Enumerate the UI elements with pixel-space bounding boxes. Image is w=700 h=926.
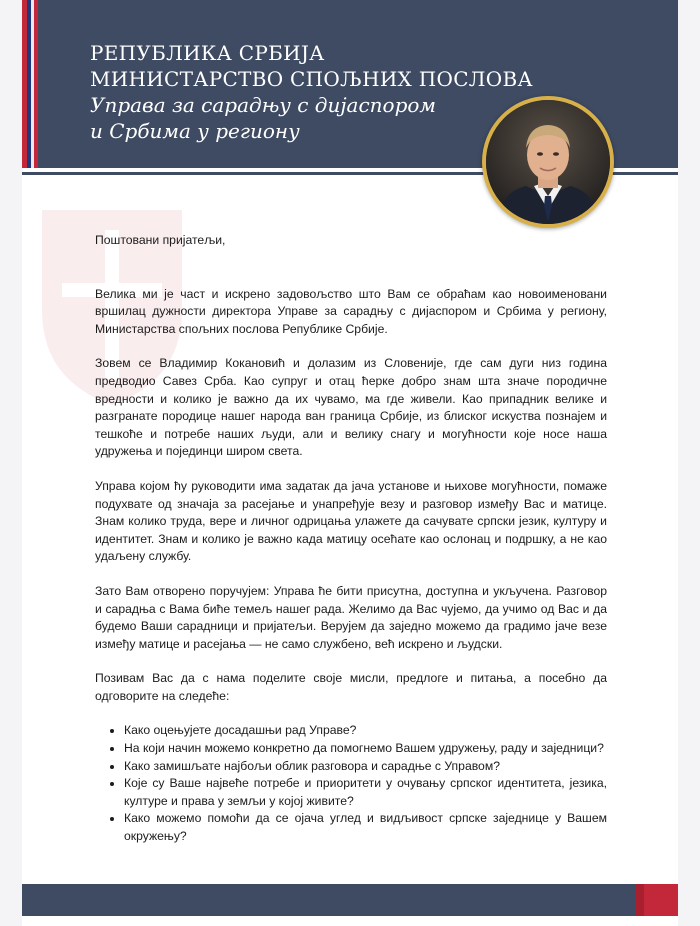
paragraph-biography: Зовем се Владимир Кокановић и долазим из Словеније, где сам дуги низ година предводио Савез Срба. Као супруг и отац ћерке добро знам шта значе породичне вредности и колико је важно да их чувамо, ма где живели. Као припадник велике и разгранате породице нашег народа ван граница Србије, из блиског искуства познајем и тешкоће и потребе наших људи, али и велику снагу и могућности које носе наша удружења и појединци широм света. bbox=[95, 356, 607, 459]
list-item: • Како можемо помоћи да се ојача углед и видљивост српске заједнице у Вашем окружењу? bbox=[124, 810, 607, 845]
flag-stripes bbox=[22, 0, 38, 168]
greeting: Поштовани пријатељи, bbox=[95, 233, 226, 247]
letter-body bbox=[95, 232, 607, 846]
footer-accent bbox=[636, 884, 678, 916]
footer-bar bbox=[22, 884, 678, 916]
list-item: • Како оцењујете досадашњи рад Управе? bbox=[124, 722, 607, 740]
office-name-line1: Управа за сарадњу с дијаспором bbox=[90, 93, 437, 117]
country-name: РЕПУБЛИКА СРБИЈА bbox=[90, 41, 325, 65]
paragraph-introduction: Велика ми је част и искрено задовољство што Вам се обраћам као новоименовани вршилац дужности директора Управе за сарадњу с дијаспором и Србима у региону, Министарства спољних послова Републике Србије. bbox=[95, 286, 607, 336]
paragraph-commitment: Зато Вам отворено поручујем: Управа ће бити присутна, доступна и укључена. Разговор и сарадња с Вама биће темељ нашег рада. Желимо да Вас чујемо, да учимо од Вас и да будемо Ваши сарадници и пријатељи. Верујем да заједно можемо да градимо јаче везе између матице и расејања — не само службено, већ искрено и људски. bbox=[95, 583, 607, 651]
ministry-name: МИНИСТАРСТВО СПОЉНИХ ПОСЛОВА bbox=[90, 67, 533, 91]
letterhead-title bbox=[90, 40, 533, 144]
director-portrait bbox=[482, 96, 614, 228]
paragraph-invitation: Позивам Вас да с нама поделите своје мисли, предлоге и питања, а посебно да одговорите на следеће: bbox=[95, 671, 607, 703]
list-item: • Како замишљате најбољи облик разговора и сарадње с Управом? bbox=[124, 758, 607, 776]
paragraph-mission: Управа којом ћу руководити има задатак да јача установе и њихове могућности, помаже подухвате од значаја за расејање и унапређује везу и разговор између Вас и матице. Знам колико труда, вере и личног одрицања улажете да сачувате српски језик, културу и идентитет. Знам и колико је важно када матицу осећате као ослонац и подршку, а не као удаљену службу. bbox=[95, 478, 607, 564]
list-item: • На који начин можемо конкретно да помогнемо Вашем удружењу, раду и заједници? bbox=[124, 740, 607, 758]
list-item: • Које су Ваше највеће потребе и приоритети у очувању српског идентитета, језика, културе и права у земљи у којој живите? bbox=[124, 775, 607, 810]
office-name-line2: и Србима у региону bbox=[90, 119, 300, 143]
letter-page bbox=[22, 0, 678, 926]
questions-list bbox=[109, 722, 607, 845]
